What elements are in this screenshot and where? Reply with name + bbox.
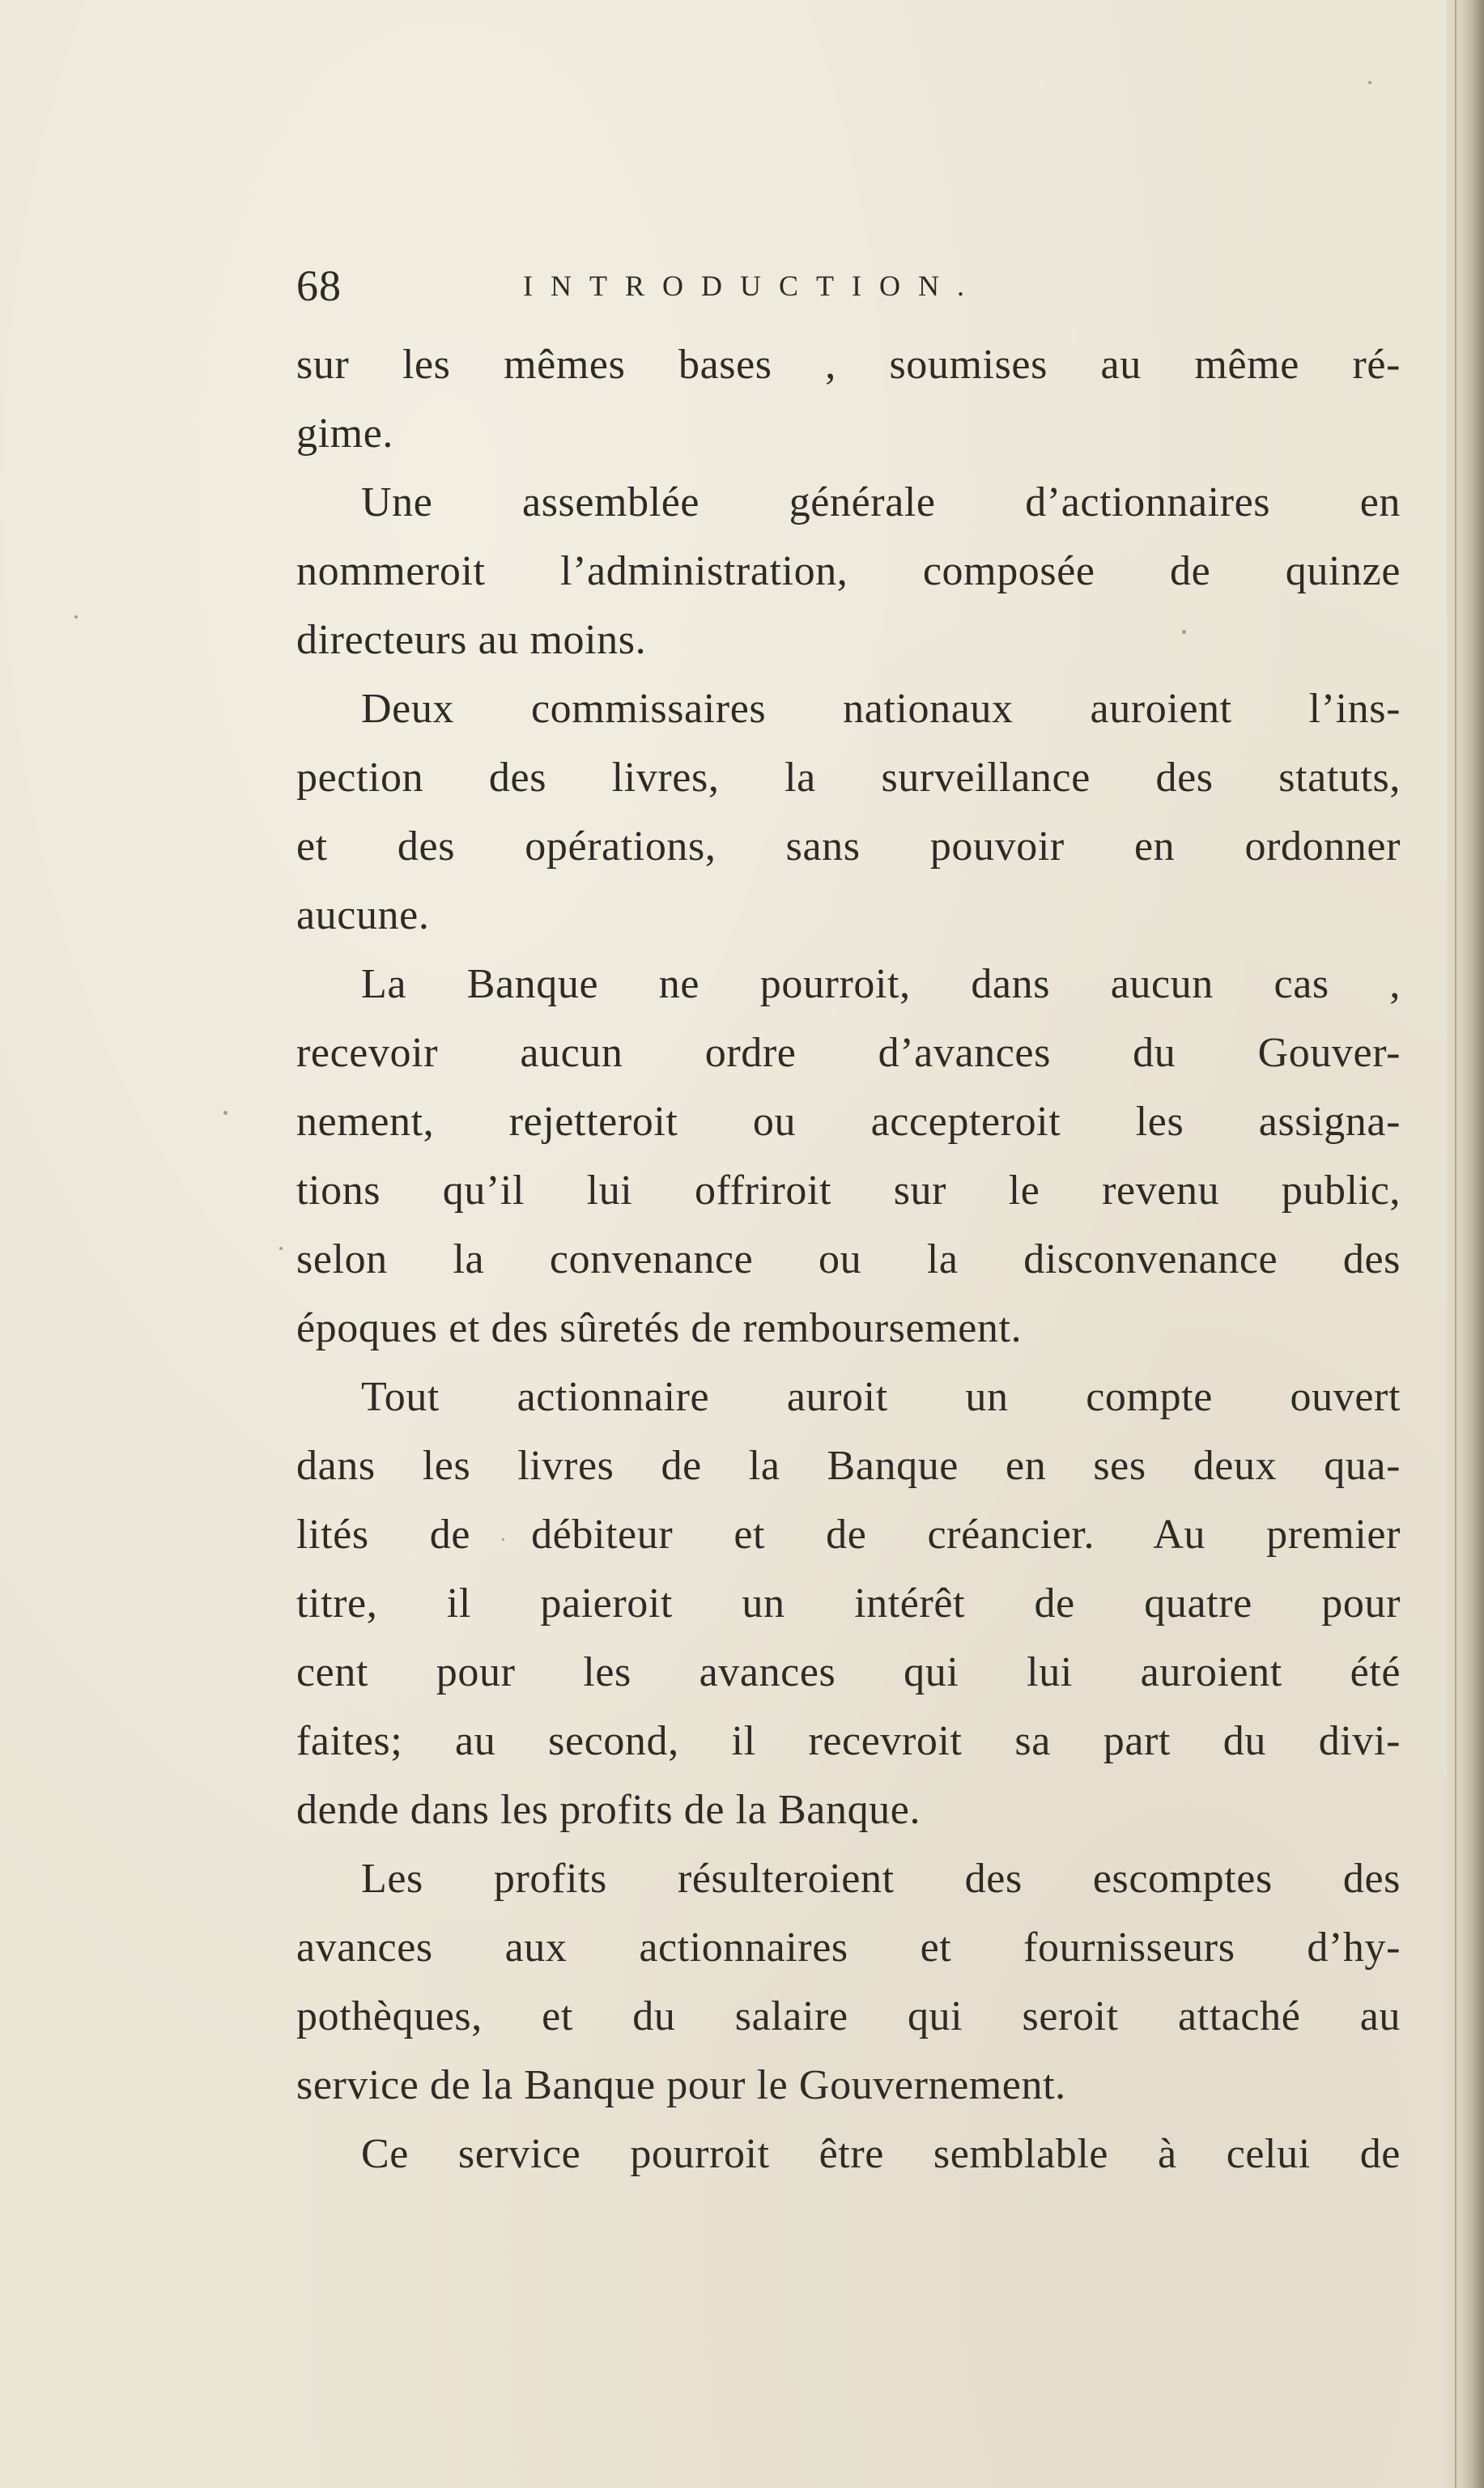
text-line: et des opérations, sans pouvoir en ordonner [296, 823, 1401, 870]
page-edge [1447, 0, 1484, 2488]
page-header [296, 257, 1414, 314]
text-line: tions qu’il lui offriroit sur le revenu public, [296, 1167, 1401, 1214]
text-line: Ce service pourroit être semblable à celui de [361, 2131, 1401, 2177]
text-line: pothèques, et du salaire qui seroit attaché au [296, 1993, 1401, 2039]
paper-speck [1368, 81, 1371, 84]
text-line: époques et des sûretés de remboursement. [296, 1305, 1023, 1351]
paper-speck [223, 1111, 227, 1115]
text-line: nommeroit l’administration, composée de quinze [296, 548, 1401, 594]
text-line: Tout actionnaire auroit un compte ouvert [361, 1374, 1401, 1420]
text-line: faites; au second, il recevroit sa part du divi- [296, 1718, 1401, 1764]
text-line: lités de débiteur et de créancier. Au premier [296, 1512, 1401, 1558]
text-line: selon la convenance ou la disconvenance des [296, 1236, 1401, 1282]
text-line: aucune. [296, 892, 430, 938]
text-line: nement, rejetteroit ou accepteroit les assigna- [296, 1099, 1401, 1145]
text-line: gime. [296, 410, 393, 457]
text-line: pection des livres, la surveillance des statuts, [296, 755, 1401, 801]
text-line: directeurs au moins. [296, 617, 647, 663]
text-line: titre, il paieroit un intérêt de quatre pour [296, 1580, 1401, 1627]
text-line: La Banque ne pourroit, dans aucun cas , [361, 961, 1401, 1007]
text-line: dans les livres de la Banque en ses deux qua- [296, 1443, 1401, 1489]
page-number: 68 [296, 262, 342, 310]
text-line: Une assemblée générale d’actionnaires en [361, 479, 1401, 525]
text-line: dende dans les profits de la Banque. [296, 1787, 921, 1833]
paper-speck [279, 1247, 283, 1250]
text-line: sur les mêmes bases , soumises au même ré- [296, 342, 1401, 388]
paper-speck [74, 615, 78, 619]
text-line: recevoir aucun ordre d’avances du Gouver- [296, 1030, 1401, 1076]
text-line: Les profits résulteroient des escomptes des [361, 1856, 1401, 1902]
body-text [296, 330, 1401, 2188]
running-head: INTRODUCTION. [523, 270, 982, 302]
text-line: avances aux actionnaires et fournisseurs d’hy- [296, 1924, 1401, 1971]
text-line: service de la Banque pour le Gouvernement. [296, 2062, 1066, 2108]
text-line: Deux commissaires nationaux auroient l’ins- [361, 686, 1401, 732]
text-line: cent pour les avances qui lui auroient été [296, 1649, 1401, 1695]
